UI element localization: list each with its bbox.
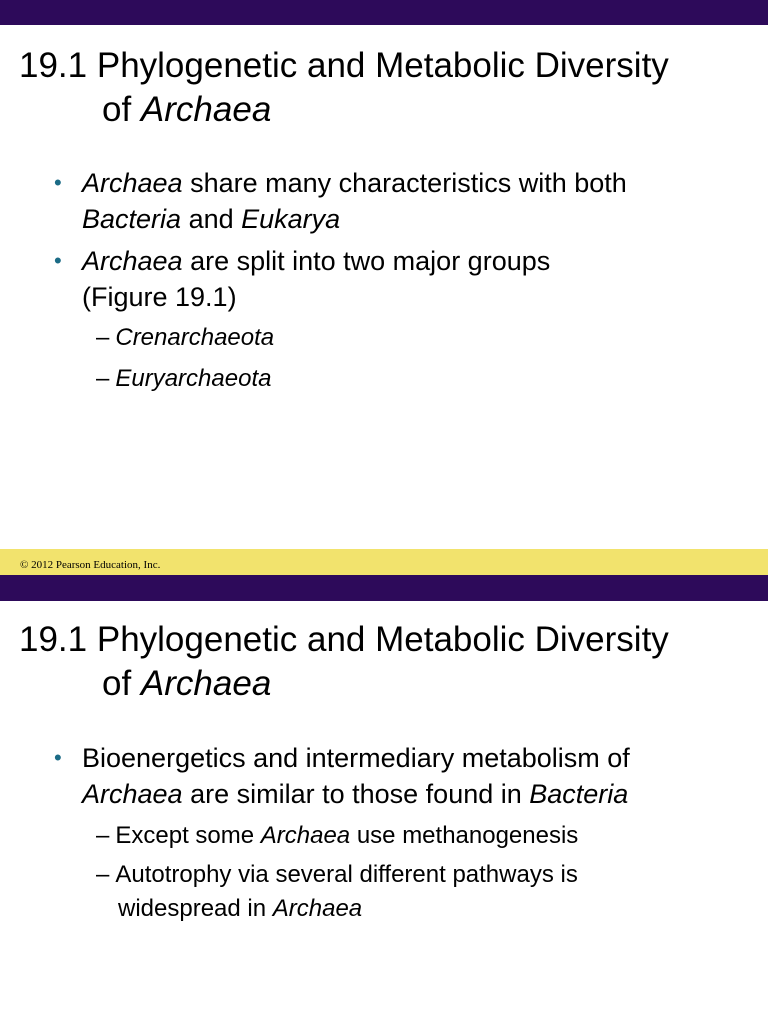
slide1-bullet-2 — [54, 243, 722, 315]
bullet-dot: • — [54, 745, 62, 770]
subbullet-text: use methanogenesis — [350, 822, 579, 849]
dash: – — [96, 822, 110, 849]
subbullet-text: Except some — [115, 822, 261, 849]
slide1-title — [19, 44, 759, 132]
slide2-title — [19, 618, 759, 706]
slide2-title-of: of — [102, 664, 141, 703]
top-bar — [0, 0, 768, 25]
bullet-text: Eukarya — [241, 204, 341, 234]
slide2-bullet-1 — [54, 740, 722, 812]
subbullet-text: Euryarchaeota — [115, 365, 272, 392]
slide2-subbullet-2 — [96, 858, 736, 926]
slide2-title-archaea: Archaea — [140, 664, 272, 703]
slide1-subbullet-2 — [96, 362, 736, 396]
subbullet-text: Archaea — [260, 822, 351, 849]
slide1-subbullet-1 — [96, 321, 736, 355]
slide2-title-line1: 19.1 Phylogenetic and Metabolic Diversity — [19, 620, 669, 659]
slide1-title-line1: 19.1 Phylogenetic and Metabolic Diversity — [19, 46, 669, 85]
subbullet-text: Autotrophy via several different pathways is — [115, 861, 578, 888]
bullet-text: are similar to those found in — [182, 779, 530, 809]
bullet-text: Bacteria — [529, 779, 629, 809]
slide1-bullet-1 — [54, 165, 722, 237]
slide2-top-bar — [0, 575, 768, 601]
bullet-text: Archaea — [82, 779, 183, 809]
subbullet-text: Archaea — [272, 895, 363, 922]
bullet-text: (Figure 19.1) — [82, 282, 237, 312]
bullet-text: Bacteria — [82, 204, 182, 234]
subbullet-text: widespread in — [118, 895, 273, 922]
bullet-text: Bioenergetics and intermediary metabolism of — [82, 743, 630, 773]
copyright-text: © 2012 Pearson Education, Inc. — [20, 559, 161, 571]
bullet-text: Archaea — [82, 168, 183, 198]
bullet-dot: • — [54, 170, 62, 195]
dash: – — [96, 365, 110, 392]
slide2-subbullet-1 — [96, 819, 736, 853]
bullet-dot: • — [54, 248, 62, 273]
slide1-title-of: of — [102, 90, 141, 129]
bullet-text: are split into two major groups — [182, 246, 551, 276]
subbullet-text: Crenarchaeota — [115, 324, 275, 351]
bullet-text: Archaea — [82, 246, 183, 276]
dash: – — [96, 861, 110, 888]
bullet-text: share many characteristics with both — [182, 168, 627, 198]
bullet-text: and — [181, 204, 242, 234]
slide1-title-archaea: Archaea — [140, 90, 272, 129]
dash: – — [96, 324, 110, 351]
